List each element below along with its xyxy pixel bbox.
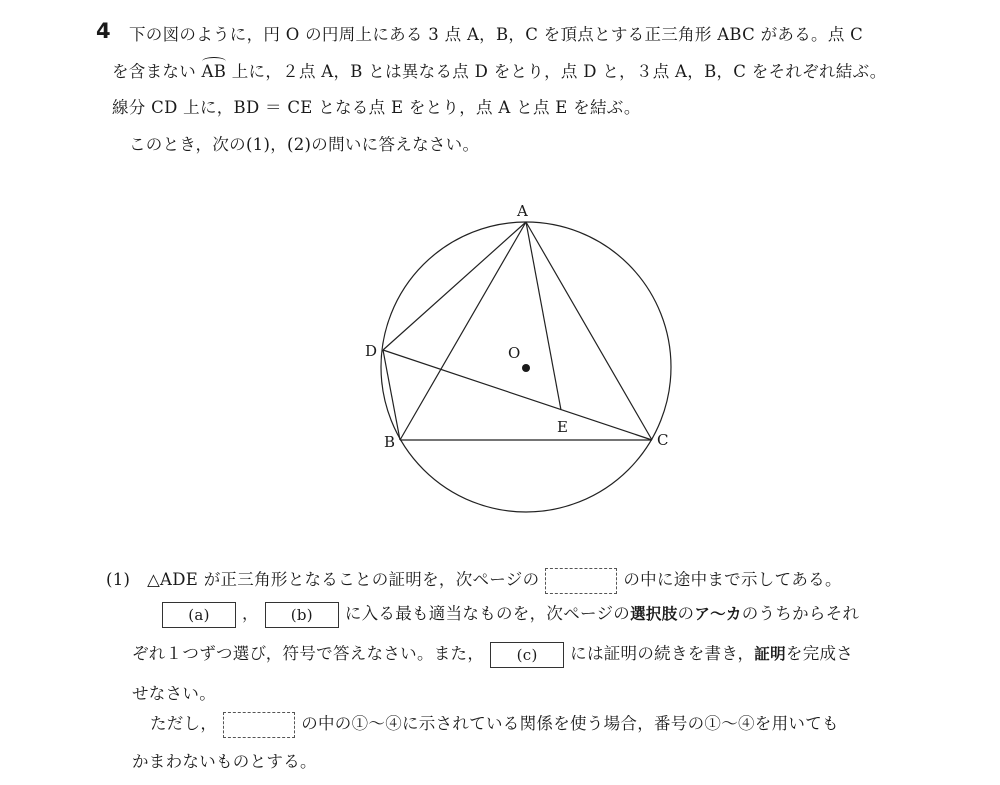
center-point-o (522, 364, 530, 372)
part1-line-6: かまわないものとする。 (132, 752, 317, 771)
question-line-2-pre: を含まない (112, 62, 202, 81)
choices-bold: 選択肢 (630, 605, 678, 623)
label-a: A (517, 202, 528, 220)
label-b: B (384, 433, 396, 451)
segment-ab (400, 222, 526, 440)
blank-box-a: (a) (162, 602, 236, 628)
proof-box-reference-2 (223, 712, 295, 738)
part1-line-1 (106, 566, 842, 594)
part1-line-3-b: には証明の続きを書き， (570, 644, 755, 663)
part1-line-3 (132, 640, 853, 668)
part1-line-5-a: ただし， (150, 714, 218, 733)
question-line-1: 下の図のように，円 O の円周上にある 3 点 A，B，C を頂点とする正三角形 ABC がある。点 C (129, 25, 864, 44)
label-o: O (508, 344, 521, 362)
part1-line-2 (156, 600, 859, 628)
segment-db (383, 350, 400, 440)
label-e: E (557, 418, 568, 436)
part1-line-1-a: (1) △ADE が正三角形となることの証明を，次ページの (106, 570, 540, 589)
question-line-2-post: 上に，２点 A，B とは異なる点 D をとり，点 D と，３点 A，B，C をそれぞれ結ぶ。 (226, 62, 887, 81)
part1-line-5-b: の中の①～④に示されている関係を使う場合，番号の①～④を用いても (301, 714, 839, 733)
part1-line-2-mid: の (677, 604, 695, 623)
proof-box-reference (545, 568, 617, 594)
question-number: 4 (96, 19, 111, 43)
part1-line-3-a: ぞれ１つずつ選び，符号で答えなさい。また， (132, 644, 485, 663)
arc-ab-label: AB (201, 62, 227, 81)
options-bold: ア～カ (694, 605, 742, 623)
question-line-3: 線分 CD 上に，BD ＝ CE となる点 E をとり，点 A と点 E を結ぶ。 (112, 98, 641, 117)
question-line-4: このとき，次の(1)，(2)の問いに答えなさい。 (129, 135, 480, 154)
part1-line-4: せなさい。 (132, 684, 216, 703)
segment-ae (526, 222, 561, 410)
part1-line-1-b: の中に途中まで示してある。 (623, 570, 842, 589)
segment-dc (383, 350, 652, 440)
blank-box-c: (c) (490, 642, 564, 668)
blank-box-b: (b) (265, 602, 339, 628)
part1-line-2-end: のうちからそれ (741, 604, 860, 623)
label-c: C (657, 431, 669, 449)
part1-line-3-end: を完成さ (785, 644, 854, 663)
label-d: D (365, 342, 378, 360)
part1-line-2-a: に入る最も適当なものを，次ページの (344, 604, 631, 623)
segment-ca (526, 222, 652, 440)
part1-line-5 (150, 710, 839, 738)
comma: ， (242, 604, 259, 623)
proof-bold: 証明 (754, 645, 786, 663)
